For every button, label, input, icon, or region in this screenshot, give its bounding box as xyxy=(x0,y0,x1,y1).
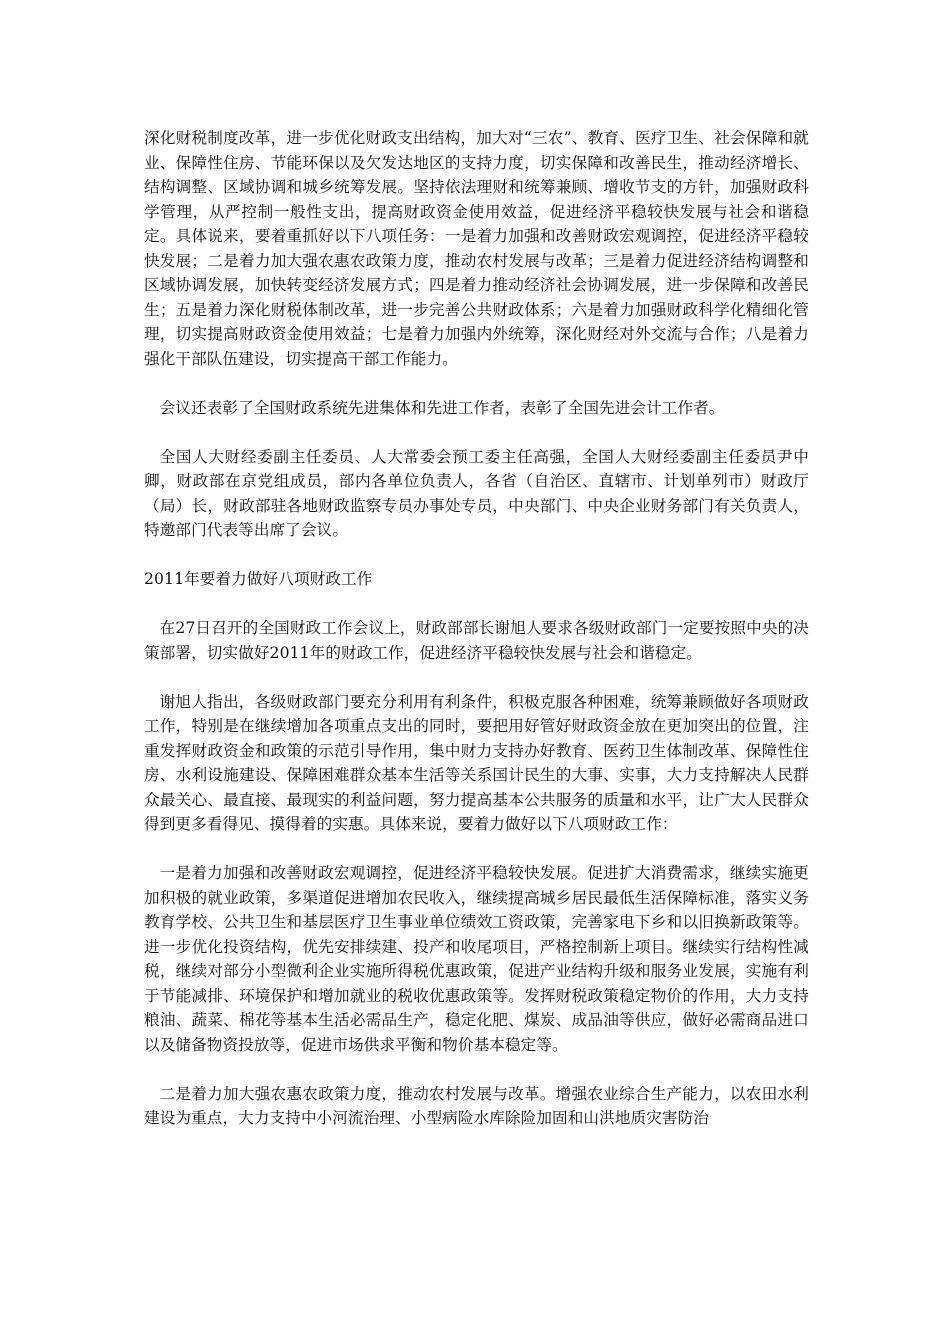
paragraph-fiscal-reform: 深化财税制度改革，进一步优化财政支出结构，加大对“三农”、教育、医疗卫生、社会保障和就业、保障性住房、节能环保以及欠发达地区的支持力度，切实保障和改善民生，推动经济增长、结构调整、区域协调和城乡统筹发展。坚持依法理财和统筹兼顾、增收节支的方针，加强财政科学管理，从严控制一般性支出，提高财政资金使用效益，促进经济平稳较快发展与社会和谐稳定。具体说来，要着重抓好以下八项任务：一是着力加强和改善财政宏观调控，促进经济平稳较快发展；二是着力加大强农惠农政策力度，推动农村发展与改革；三是着力促进经济结构调整和区域协调发展，加快转变经济发展方式；四是着力推动经济社会协调发展，进一步保障和改善民生；五是着力深化财税体制改革，进一步完善公共财政体系；六是着力加强财政科学化精细化管理，切实提高财政资金使用效益；七是着力加强内外统筹，深化财经对外交流与合作；八是着力强化干部队伍建设，切实提高干部工作能力。 xyxy=(144,129,809,368)
paragraph-commendation: 会议还表彰了全国财政系统先进集体和先进工作者，表彰了全国先进会计工作者。 xyxy=(159,398,725,417)
paragraph-task-one: 一是着力加强和改善财政宏观调控，促进经济平稳较快发展。促进扩大消费需求，继续实施更加积极的就业政策，多渠道促进增加农民收入，继续提高城乡居民最低生活保障标准，落实义务教育学校、公共卫生和基层医疗卫生事业单位绩效工资政策，完善家电下乡和以旧换新政策等。进一步优化投资结构，优先安排续建、投产和收尾项目，严格控制新上项目。继续实行结构性减税，继续对部分小型微利企业实施所得税优惠政策，促进产业结构升级和服务业发展，实施有利于节能减排、环境保护和增加就业的税收优惠政策等。发挥财税政策稳定物价的作用，大力支持粮油、蔬菜、棉花等基本生活必需品生产，稳定化肥、煤炭、成品油等供应，做好必需商品进口以及储备物资投放等，促进市场供求平衡和物价基本稳定等。 xyxy=(144,864,809,1054)
paragraph-conference-27: 在27日召开的全国财政工作会议上，财政部部长谢旭人要求各级财政部门一定要按照中央的决策部署，切实做好2011年的财政工作，促进经济平稳较快发展与社会和谐稳定。 xyxy=(144,619,809,662)
paragraph-attendees: 全国人大财经委副主任委员、人大常委会预工委主任高强，全国人大财经委副主任委员尹中卿，财政部在京党组成员，部内各单位负责人，各省（自治区、直辖市、计划单列市）财政厅（局）长，财政部驻各地财政监察专员办事处专员，中央部门、中央企业财务部门有关负责人，特邀部门代表等出席了会议。 xyxy=(144,447,809,539)
document-page xyxy=(144,126,809,1155)
section-heading: 2011年要着力做好八项财政工作 xyxy=(144,570,373,588)
paragraph-xie-xuren: 谢旭人指出，各级财政部门要充分利用有利条件，积极克服各种困难，统筹兼顾做好各项财政工作，特别是在继续增加各项重点支出的同时，要把用好管好财政资金放在更加突出的位置，注重发挥财政资金和政策的示范引导作用，集中财力支持办好教育、医药卫生体制改革、保障性住房、水利设施建设、保障困难群众基本生活等关系国计民生的大事、实事，大力支持解决人民群众最关心、最直接、最现实的利益问题，努力提高基本公共服务的质量和水平，让广大人民群众得到更多看得见、摸得着的实惠。具体来说，要着力做好以下八项财政工作： xyxy=(144,692,809,833)
paragraph-task-two: 二是着力加大强农惠农政策力度，推动农村发展与改革。增强农业综合生产能力，以农田水利建设为重点，大力支持中小河流治理、小型病险水库除险加固和山洪地质灾害防治 xyxy=(144,1084,809,1127)
